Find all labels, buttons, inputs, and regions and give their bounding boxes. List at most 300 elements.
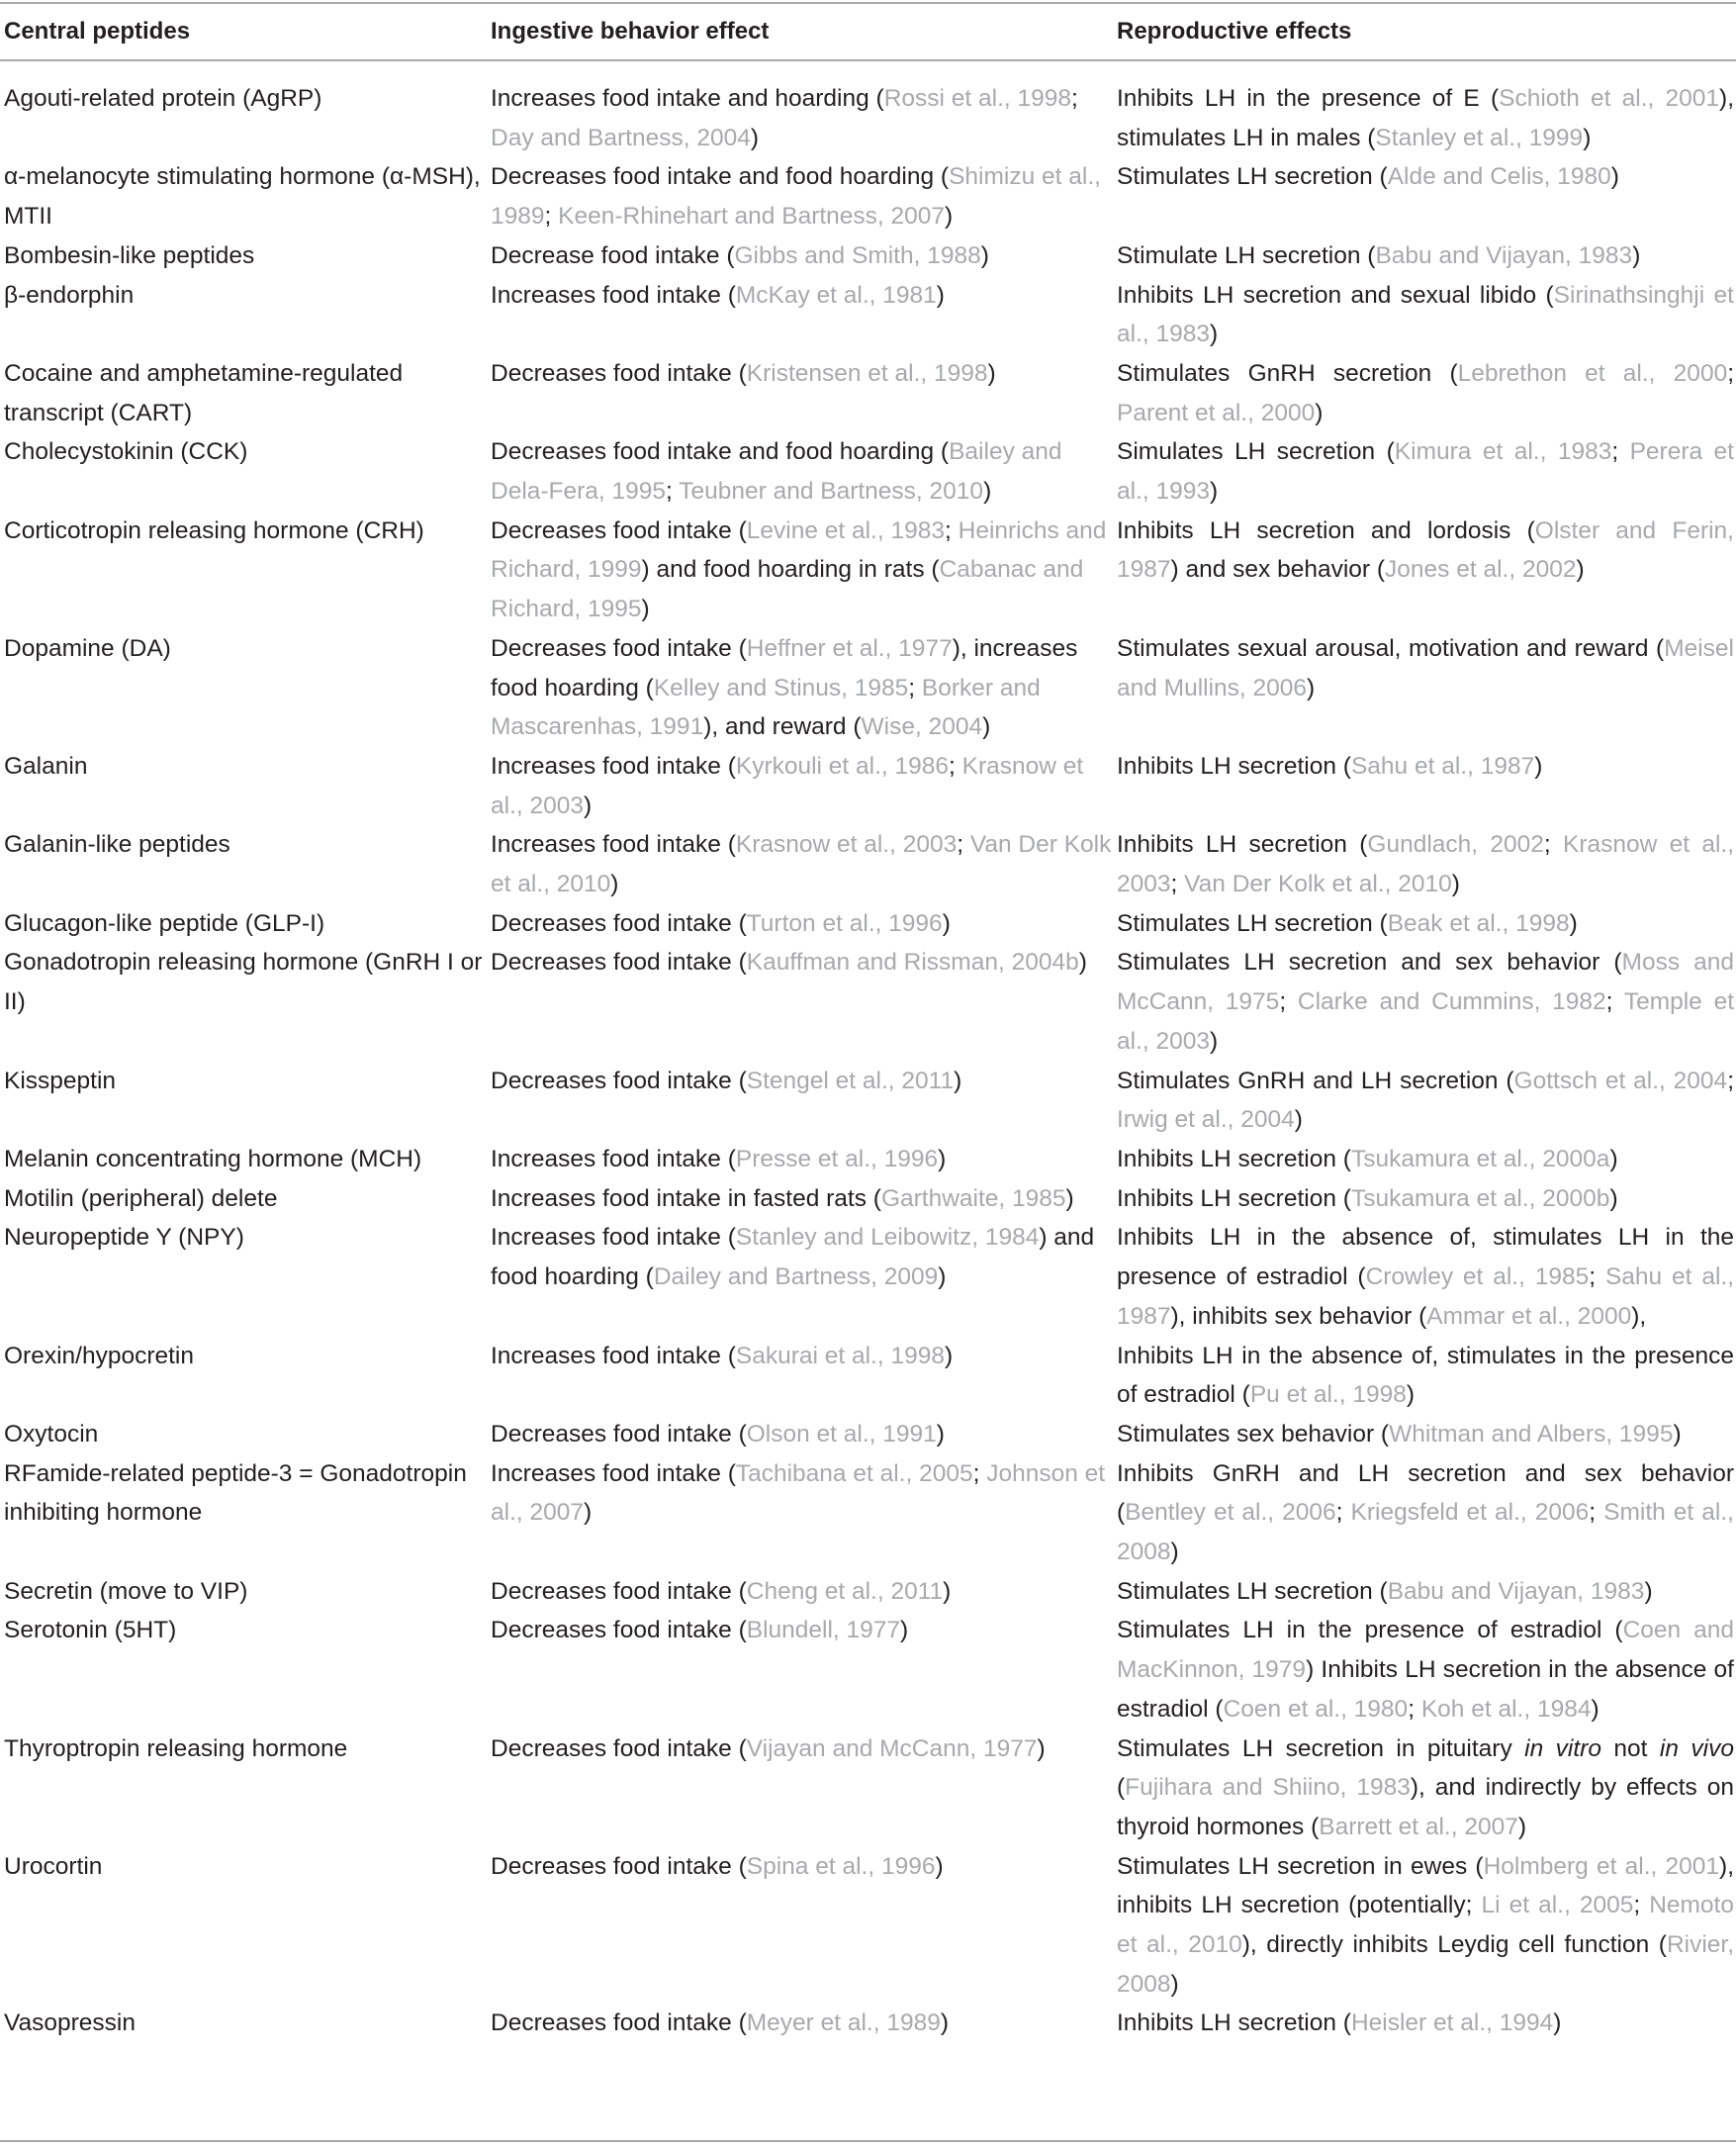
reproductive-effect-cell (1117, 157, 1736, 235)
citation-link[interactable]: Blundell, 1977 (746, 1617, 901, 1644)
table-row (0, 276, 1736, 354)
cell-text: Decreases food intake ( (491, 949, 747, 977)
cell-text: ) (938, 1145, 947, 1172)
cell-text: Stimulates GnRH and LH secretion ( (1117, 1067, 1514, 1094)
ingestive-effect-cell (491, 432, 1117, 511)
cell-text: ), and indirectly by effects on thyroid hormones ( (1117, 1774, 1734, 1840)
peptide-cell: Urocortin (4, 1852, 103, 1880)
reproductive-effect-cell (1117, 1140, 1736, 1179)
cell-text: ) (1609, 1184, 1618, 1212)
reproductive-effect-cell (1117, 276, 1736, 354)
cell-text: ) (1569, 909, 1578, 937)
citation-link[interactable]: Kristensen et al., 1998 (746, 359, 988, 387)
cell-text: ) (987, 359, 996, 387)
citation-link[interactable]: Tsukamura et al., 2000b (1350, 1184, 1610, 1212)
cell-text: ; (945, 516, 959, 544)
cell-text: Increases food intake ( (491, 1342, 736, 1369)
cell-text: Decreases food intake ( (491, 1420, 747, 1448)
citation-link[interactable]: Sakurai et al., 1998 (735, 1342, 945, 1369)
peptide-cell: Orexin/hypocretin (4, 1342, 195, 1369)
citation-link[interactable]: Sirinathsinghji et al., 1983 (1117, 281, 1734, 348)
cell-text: ; (1170, 871, 1185, 898)
cell-text: ) (1037, 1734, 1046, 1762)
citation-link[interactable]: Ammar et al., 2000 (1426, 1302, 1632, 1330)
citation-link[interactable]: Whitman and Albers, 1995 (1389, 1420, 1674, 1448)
column-header: Ingestive behavior effect (491, 18, 770, 45)
reproductive-effect-cell (1117, 1847, 1736, 2005)
citation-link[interactable]: Gibbs and Smith, 1988 (734, 241, 981, 269)
cell-text: Decreases food intake ( (491, 1852, 747, 1880)
table-row (0, 1062, 1736, 1140)
peptide-cell: Motilin (peripheral) delete (4, 1184, 278, 1212)
reproductive-effect-cell (1117, 1572, 1736, 1612)
citation-link[interactable]: Heinrichs and Richard, 1999 (491, 516, 1107, 584)
top-rule (0, 2, 1736, 4)
ingestive-effect-cell (491, 747, 1117, 825)
cell-text: ; (1543, 831, 1563, 859)
cell-text: ) (1307, 674, 1316, 701)
table-row (0, 1572, 1736, 1612)
column-header: Central peptides (4, 18, 191, 45)
cell-text: Inhibits LH secretion and lordosis ( (1117, 516, 1535, 544)
peptide-cell: Agouti-related protein (AgRP) (4, 85, 322, 112)
citation-link[interactable]: Koh et al., 1984 (1420, 1695, 1592, 1723)
peptide-cell: Melanin concentrating hormone (MCH) (4, 1145, 422, 1172)
cell-text: ) (1534, 752, 1543, 780)
citation-link[interactable]: Babu and Vijayan, 1983 (1387, 1577, 1645, 1605)
citation-link[interactable]: Pu et al., 1998 (1249, 1381, 1407, 1409)
cell-text: Decreases food intake ( (491, 1734, 747, 1762)
cell-text: ) (1294, 1106, 1303, 1134)
cell-text: Stimulates sexual arousal, motivation and reward ( (1117, 634, 1665, 662)
cell-text: ; (1335, 1499, 1351, 1527)
cell-text: ) (584, 792, 593, 819)
cell-text: Increases food intake ( (491, 1459, 736, 1487)
peptide-cell: Serotonin (5HT) (4, 1617, 177, 1644)
citation-link[interactable]: Stengel et al., 2011 (746, 1067, 955, 1094)
cell-text: Inhibits LH in the absence of, stimulates in the presence of estradiol ( (1117, 1342, 1734, 1409)
citation-link[interactable]: Borker and Mascarenhas, 1991 (491, 674, 1041, 741)
ingestive-effect-cell (491, 1140, 1117, 1179)
reproductive-effect-cell (1117, 1729, 1736, 1847)
citation-link[interactable]: Cheng et al., 2011 (746, 1577, 944, 1605)
cell-text: Decreases food intake ( (491, 2009, 747, 2037)
ingestive-effect-cell (491, 1454, 1117, 1572)
citation-link[interactable]: Kauffman and Rissman, 2004b (746, 949, 1079, 977)
citation-link[interactable]: Krasnow et al., 2003 (491, 752, 1084, 819)
citation-link[interactable]: Holmberg et al., 2001 (1483, 1852, 1720, 1880)
citation-link[interactable]: Day and Bartness, 2004 (491, 124, 751, 151)
cell-text: Decreases food intake ( (491, 634, 747, 662)
peptide-cell: Neuropeptide Y (NPY) (4, 1224, 244, 1252)
cell-text: ) (944, 1342, 954, 1369)
cell-text: Inhibits LH secretion ( (1117, 831, 1368, 859)
ingestive-effect-cell (491, 1337, 1117, 1415)
column-header: Reproductive effects (1117, 18, 1352, 45)
cell-text: ) (1210, 1027, 1219, 1055)
citation-link[interactable]: Kriegsfeld et al., 2006 (1350, 1499, 1590, 1527)
citation-link[interactable]: Rossi et al., 1998 (883, 85, 1072, 112)
cell-text: Stimulates LH secretion in ewes ( (1117, 1852, 1484, 1880)
ingestive-effect-cell (491, 276, 1117, 354)
cell-text: ; (1589, 1499, 1604, 1527)
ingestive-effect-cell (491, 1611, 1117, 1728)
cell-text: ; (1071, 85, 1078, 112)
table-row (0, 1337, 1736, 1415)
citation-link[interactable]: McKay et al., 1981 (735, 281, 937, 309)
cell-text: ) (945, 203, 954, 231)
cell-text: Decreases food intake and food hoarding ( (491, 438, 950, 466)
cell-text: ), (1631, 1302, 1647, 1330)
cell-text: ) (750, 124, 760, 151)
table-row (0, 1140, 1736, 1179)
cell-text: Inhibits LH in the presence of E ( (1117, 85, 1500, 112)
peptide-cell: Cocaine and amphetamine-regulated transcript (CART) (4, 359, 404, 426)
cell-text: ) (1517, 1813, 1527, 1840)
cell-text: Stimulates sex behavior ( (1117, 1420, 1390, 1448)
cell-text: ) (1170, 1970, 1179, 1998)
table-body (0, 57, 1736, 2043)
cell-text: Increases food intake ( (491, 1145, 736, 1172)
cell-text: Decreases food intake ( (491, 516, 747, 544)
cell-text: ) (610, 871, 619, 898)
citation-link[interactable]: Van Der Kolk et al., 2010 (491, 831, 1112, 898)
citation-link[interactable]: Nemoto et al., 2010 (1117, 1892, 1734, 1959)
ingestive-effect-cell (491, 2004, 1117, 2043)
cell-text: Decreases food intake ( (491, 1577, 747, 1605)
peptides-table (0, 6, 1736, 2043)
cell-text: Inhibits LH secretion and sexual libido ( (1117, 281, 1554, 309)
ingestive-effect-cell (491, 512, 1117, 629)
citation-link[interactable]: Olson et al., 1991 (746, 1420, 937, 1448)
cell-text: ) (641, 596, 650, 623)
citation-link[interactable]: Garthwaite, 1985 (880, 1184, 1066, 1212)
peptide-cell: Dopamine (DA) (4, 634, 171, 662)
header-row (0, 6, 1736, 57)
cell-text: ) (1673, 1420, 1682, 1448)
cell-text: ) (1632, 241, 1641, 269)
cell-text: ) (980, 241, 989, 269)
cell-text: Stimulate LH secretion ( (1117, 241, 1376, 269)
cell-text: Inhibits GnRH and LH secretion and sex behavior ( (1117, 1459, 1734, 1527)
table-row (0, 1415, 1736, 1454)
cell-text: ; (1605, 988, 1624, 1016)
cell-text: ) (1591, 1695, 1599, 1723)
citation-link[interactable]: Irwig et al., 2004 (1117, 1106, 1295, 1134)
reproductive-effect-cell (1117, 1454, 1736, 1572)
citation-link[interactable]: Shimizu et al., 1989 (491, 163, 1101, 231)
citation-link[interactable]: Kelley and Stinus, 1985 (653, 674, 909, 701)
ingestive-effect-cell (491, 1062, 1117, 1140)
cell-text: Increases food intake ( (491, 1224, 736, 1252)
peptide-cell: Cholecystokinin (CCK) (4, 438, 248, 466)
cell-text: Decreases food intake ( (491, 909, 747, 937)
citation-link[interactable]: Crowley et al., 1985 (1365, 1263, 1590, 1291)
cell-text: Increases food intake ( (491, 831, 736, 859)
citation-link[interactable]: Schioth et al., 2001 (1499, 85, 1720, 112)
cell-text: ) (936, 1420, 945, 1448)
cell-text: ), directly inhibits Leydig cell function ( (1241, 1931, 1667, 1959)
cell-text: Decreases food intake ( (491, 359, 747, 387)
reproductive-effect-cell (1117, 2004, 1736, 2043)
citation-link[interactable]: Beak et al., 1998 (1387, 909, 1570, 937)
citation-link[interactable]: Wise, 2004 (861, 713, 983, 741)
ingestive-effect-cell (491, 1729, 1117, 1847)
cell-text: Stimulates LH secretion ( (1117, 163, 1388, 191)
citation-link[interactable]: Moss and McCann, 1975 (1117, 949, 1735, 1016)
table-row (0, 236, 1736, 276)
cell-text: ; (1408, 1695, 1421, 1723)
cell-text: ; (1633, 1892, 1650, 1919)
italic-text: in vitro (1524, 1734, 1601, 1762)
cell-text: ) (935, 1852, 944, 1880)
cell-text: Stimulates LH secretion in pituitary (1117, 1734, 1525, 1762)
citation-link[interactable]: Coen and MacKinnon, 1979 (1117, 1617, 1734, 1684)
cell-text: Stimulates LH in the presence of estradiol ( (1117, 1617, 1623, 1644)
cell-text: Simulates LH secretion ( (1117, 438, 1395, 466)
cell-text: ; (1589, 1263, 1605, 1291)
citation-link[interactable]: Smith et al., 2008 (1117, 1499, 1734, 1566)
cell-text: Inhibits LH secretion ( (1117, 1145, 1351, 1172)
cell-text: ) (942, 909, 951, 937)
cell-text: ), and reward ( (703, 713, 862, 741)
citation-link[interactable]: Olster and Ferin, 1987 (1117, 516, 1734, 584)
citation-link[interactable]: Sahu et al., 1987 (1117, 1263, 1735, 1330)
peptide-cell: RFamide-related peptide-3 = Gonadotropin inhibiting hormone (4, 1459, 467, 1527)
table-row (0, 432, 1736, 511)
table-row (0, 1729, 1736, 1847)
peptide-cell: Galanin-like peptides (4, 831, 230, 859)
cell-text: ; (908, 674, 922, 701)
peptide-cell: Secretin (move to VIP) (4, 1577, 248, 1605)
table-row (0, 904, 1736, 944)
table-row (0, 825, 1736, 903)
cell-text: Stimulates LH secretion and sex behavior ( (1117, 949, 1622, 977)
citation-link[interactable]: Babu and Vijayan, 1983 (1375, 241, 1633, 269)
cell-text: Stimulates GnRH secretion ( (1117, 359, 1458, 387)
ingestive-effect-cell (491, 1415, 1117, 1454)
cell-text: ) (1065, 1184, 1074, 1212)
reproductive-effect-cell (1117, 354, 1736, 432)
cell-text: ) (1210, 321, 1219, 348)
cell-text: Inhibits LH in the absence of, stimulates LH in the presence of estradiol ( (1117, 1224, 1734, 1291)
citation-link[interactable]: Parent et al., 2000 (1117, 399, 1316, 426)
citation-link[interactable]: Gottsch et al., 2004 (1513, 1067, 1728, 1094)
peptide-cell: α-melanocyte stimulating hormone (α-MSH), MTII (4, 163, 481, 231)
ingestive-effect-cell (491, 1572, 1117, 1612)
cell-text: Increases food intake in fasted rats ( (491, 1184, 881, 1212)
citation-link[interactable]: Kyrkouli et al., 1986 (735, 752, 950, 780)
citation-link[interactable]: Cabanac and Richard, 1995 (491, 556, 1084, 623)
cell-text: ) (1583, 124, 1592, 151)
reproductive-effect-cell (1117, 1415, 1736, 1454)
cell-text: Inhibits LH secretion ( (1117, 1184, 1351, 1212)
citation-link[interactable]: Kimura et al., 1983 (1394, 438, 1612, 466)
cell-text: ) (1210, 478, 1219, 506)
ingestive-effect-cell (491, 825, 1117, 903)
cell-text: Inhibits LH secretion ( (1117, 752, 1351, 780)
citation-link[interactable]: Stanley et al., 1999 (1375, 124, 1584, 151)
ingestive-effect-cell (491, 57, 1117, 157)
peptide-cell: Kisspeptin (4, 1067, 117, 1094)
citation-link[interactable]: Li et al., 2005 (1481, 1892, 1634, 1919)
reproductive-effect-cell (1117, 825, 1736, 903)
citation-link[interactable]: Alde and Celis, 1980 (1387, 163, 1611, 191)
cell-text: ) and food hoarding in rats ( (641, 556, 940, 584)
cell-text: ), increases food hoarding ( (491, 634, 1078, 701)
table-row (0, 157, 1736, 235)
cell-text: ) (943, 1577, 952, 1605)
citation-link[interactable]: Jones et al., 2002 (1385, 556, 1577, 584)
cell-text: ; (666, 478, 680, 506)
ingestive-effect-cell (491, 629, 1117, 747)
citation-link[interactable]: Krasnow et al., 2003 (1117, 831, 1734, 898)
citation-link[interactable]: Clarke and Cummins, 1982 (1297, 988, 1606, 1016)
cell-text: Decreases food intake and food hoarding ( (491, 163, 950, 191)
table-row (0, 943, 1736, 1061)
citation-link[interactable]: Presse et al., 1996 (735, 1145, 939, 1172)
ingestive-effect-cell (491, 904, 1117, 944)
cell-text: Increases food intake ( (491, 281, 736, 309)
citation-link[interactable]: Temple et al., 2003 (1117, 988, 1734, 1055)
citation-link[interactable]: Keen-Rhinehart and Bartness, 2007 (558, 203, 946, 231)
citation-link[interactable]: Bailey and Dela-Fera, 1995 (491, 438, 1062, 506)
citation-link[interactable]: Dailey and Bartness, 2009 (653, 1263, 939, 1291)
table-row (0, 629, 1736, 747)
cell-text: Decreases food intake ( (491, 1067, 747, 1094)
reproductive-effect-cell (1117, 1179, 1736, 1219)
cell-text: ) (954, 1067, 962, 1094)
citation-link[interactable]: Meisel and Mullins, 2006 (1117, 634, 1734, 701)
cell-text: ) (1576, 556, 1585, 584)
citation-link[interactable]: Turton et al., 1996 (746, 909, 943, 937)
cell-text: not (1600, 1734, 1660, 1762)
table-row (0, 1611, 1736, 1728)
bottom-rule (0, 2140, 1736, 2142)
cell-text: ) (1644, 1577, 1653, 1605)
cell-text: ) (584, 1499, 593, 1527)
peptide-cell: Glucagon-like peptide (GLP-I) (4, 909, 325, 937)
citation-link[interactable]: Sahu et al., 1987 (1350, 752, 1535, 780)
cell-text: ) (1451, 871, 1460, 898)
peptide-cell: Bombesin-like peptides (4, 241, 255, 269)
cell-text: Inhibits LH secretion ( (1117, 2009, 1351, 2037)
cell-text: ( (1117, 1774, 1126, 1802)
cell-text: ; (957, 831, 970, 859)
cell-text: ) (983, 478, 992, 506)
cell-text: ), inhibits LH secretion (potentially; (1117, 1852, 1734, 1919)
citation-link[interactable]: Barrett et al., 2007 (1319, 1813, 1518, 1840)
reproductive-effect-cell (1117, 629, 1736, 747)
peptide-cell: Galanin (4, 752, 88, 780)
cell-text: ) and sex behavior ( (1170, 556, 1386, 584)
cell-text: ) and food hoarding ( (491, 1224, 1095, 1291)
citation-link[interactable]: Krasnow et al., 2003 (735, 831, 958, 859)
citation-link[interactable]: Heisler et al., 1994 (1350, 2009, 1554, 2037)
ingestive-effect-cell (491, 354, 1117, 432)
cell-text: Stimulates LH secretion ( (1117, 1577, 1388, 1605)
table-row (0, 57, 1736, 157)
citation-link[interactable]: Coen et al., 1980 (1223, 1695, 1409, 1723)
peptide-cell: Corticotropin releasing hormone (CRH) (4, 516, 424, 544)
reproductive-effect-cell (1117, 1062, 1736, 1140)
table-row (0, 2004, 1736, 2043)
table-row (0, 512, 1736, 629)
cell-text: ) (1553, 2009, 1562, 2037)
reproductive-effect-cell (1117, 1218, 1736, 1336)
citation-link[interactable]: Teubner and Bartness, 2010 (679, 478, 984, 506)
table-row (0, 1454, 1736, 1572)
cell-text: ) (936, 281, 945, 309)
cell-text: ; (972, 1459, 987, 1487)
cell-text: ) Inhibits LH secretion in the absence of estradiol ( (1117, 1656, 1734, 1723)
reproductive-effect-cell (1117, 236, 1736, 276)
citation-link[interactable]: Perera et al., 1993 (1117, 438, 1734, 506)
cell-text: ) (1078, 949, 1087, 977)
citation-link[interactable]: Lebrethon et al., 2000 (1457, 359, 1728, 387)
cell-text: ) (940, 2009, 950, 2037)
table-row (0, 1218, 1736, 1336)
citation-link[interactable]: Johnson et al., 2007 (491, 1459, 1106, 1527)
cell-text: Stimulates LH secretion ( (1117, 909, 1388, 937)
ingestive-effect-cell (491, 236, 1117, 276)
cell-text: ; (1279, 988, 1298, 1016)
cell-text: Increases food intake ( (491, 752, 736, 780)
cell-text: ) (900, 1617, 909, 1644)
citation-link[interactable]: Rivier, 2008 (1117, 1931, 1735, 1998)
citation-link[interactable]: Levine et al., 1983 (746, 516, 945, 544)
cell-text: ) (982, 713, 991, 741)
cell-text: Increases food intake and hoarding ( (491, 85, 884, 112)
citation-link[interactable]: Meyer et al., 1989 (746, 2009, 941, 2037)
reproductive-effect-cell (1117, 57, 1736, 157)
citation-link[interactable]: Spina et al., 1996 (746, 1852, 936, 1880)
ingestive-effect-cell (491, 1179, 1117, 1219)
citation-link[interactable]: Van Der Kolk et al., 2010 (1184, 871, 1452, 898)
ingestive-effect-cell (491, 1218, 1117, 1336)
cell-text: ; (544, 203, 559, 231)
cell-text: ), stimulates LH in males ( (1117, 85, 1734, 151)
citation-link[interactable]: Bentley et al., 2006 (1125, 1499, 1336, 1527)
citation-link[interactable]: Tsukamura et al., 2000a (1350, 1145, 1610, 1172)
cell-text: Decreases food intake ( (491, 1617, 747, 1644)
table-row (0, 1847, 1736, 2005)
peptide-cell: Gonadotropin releasing hormone (GnRH I or II) (4, 949, 483, 1016)
reproductive-effect-cell (1117, 512, 1736, 629)
ingestive-effect-cell (491, 1847, 1117, 2005)
reproductive-effect-cell (1117, 943, 1736, 1061)
reproductive-effect-cell (1117, 904, 1736, 944)
citation-link[interactable]: Gundlach, 2002 (1367, 831, 1544, 859)
cell-text: ; (1611, 438, 1630, 466)
citation-link[interactable]: Stanley and Leibowitz, 1984 (735, 1224, 1040, 1252)
cell-text: ), inhibits sex behavior ( (1170, 1302, 1427, 1330)
italic-text: in vivo (1659, 1734, 1734, 1762)
cell-text: ) (938, 1263, 947, 1291)
reproductive-effect-cell (1117, 1611, 1736, 1728)
citation-link[interactable]: Tachibana et al., 2005 (735, 1459, 973, 1487)
ingestive-effect-cell (491, 157, 1117, 235)
citation-link[interactable]: Vijayan and McCann, 1977 (746, 1734, 1038, 1762)
citation-link[interactable]: Fujihara and Shiino, 1983 (1125, 1774, 1411, 1802)
reproductive-effect-cell (1117, 747, 1736, 825)
reproductive-effect-cell (1117, 432, 1736, 511)
table-row (0, 747, 1736, 825)
citation-link[interactable]: Heffner et al., 1977 (746, 634, 953, 662)
peptide-cell: Oxytocin (4, 1420, 99, 1448)
peptide-cell: β-endorphin (4, 281, 135, 309)
table-row (0, 1179, 1736, 1219)
